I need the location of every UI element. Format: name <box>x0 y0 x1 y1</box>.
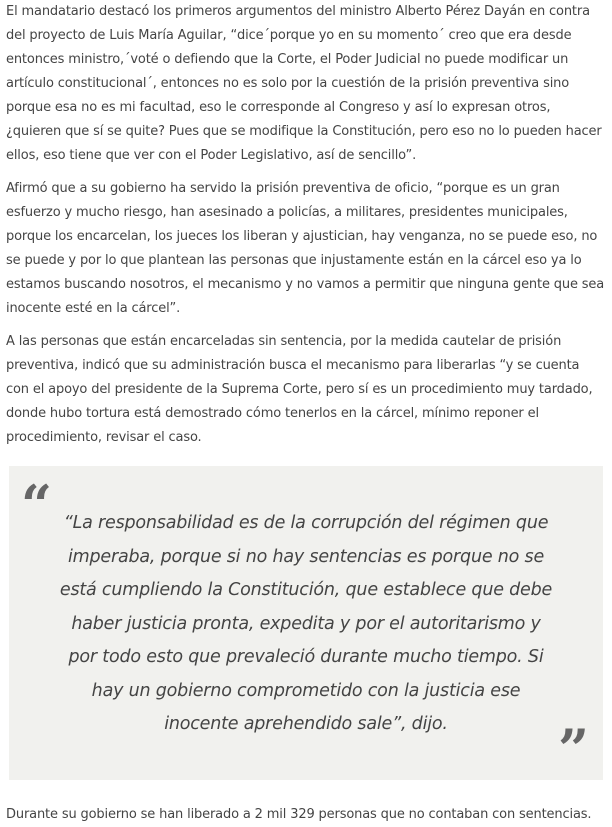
paragraph-prison-preventive: Afirmó que a su gobierno ha servido la prisión preventiva de oficio, “porque es un gran esfuerzo y mucho riesgo, han asesinado a policías, a militares, presidentes municipales, porque los encarcelan, los jueces los liberan y ajustician, hay venganza, no se puede eso, no se puede y por lo que plantean las personas que injustamente están en la cárcel eso ya lo estamos buscando nosotros, el mecanismo y no vamos a permitir que ninguna gente que sea inocente esté en la cárcel”. <box>6 181 605 316</box>
paragraph-mechanism: A las personas que están encarceladas sin sentencia, por la medida cautelar de prisión preventiva, indicó que su administración busca el mecanismo para liberarlas “y se cuenta con el apoyo del presidente de la Suprema Corte, pero sí es un procedimiento muy tardado, donde hubo tortura está demostrado cómo tenerlos en la cárcel, mínimo reponer el procedimiento, revisar el caso. <box>6 334 593 445</box>
open-quote-icon: “ <box>21 473 53 537</box>
close-quote-icon: ” <box>557 717 589 781</box>
paragraph-closing: Durante su gobierno se han liberado a 2 mil 329 personas que no contaban con sentencias. <box>6 807 592 822</box>
paragraph-pres-argument: El mandatario destacó los primeros argumentos del ministro Alberto Pérez Dayán en contra del proyecto de Luis María Aguilar, “dice´porque yo en su momento´ creo que era desde entonces ministro,´voté o defiendo que la Corte, el Poder Judicial no puede modificar un artículo constitucional´, entonces no es solo por la cuestión de la prisión preventiva sino porque esa no es mi facultad, eso le corresponde al Congreso y así lo expresan otros, ¿quieren que sí se quite? Pues que se modifique la Constitución, pero eso no lo pueden hacer ellos, eso tiene que ver con el Poder Legislativo, así de sencillo”. <box>6 4 602 163</box>
blockquote <box>9 466 603 780</box>
blockquote-text: “La responsabilidad es de la corrupción del régimen que imperaba, porque si no hay sentencias es porque no se está cumpliendo la Constitución, que establece que debe haber justicia pronta, expedita y por el autoritarismo y por todo esto que prevaleció durante mucho tiempo. Si hay un gobierno comprometido con la justicia ese inocente aprehendido sale”, dijo. <box>59 513 553 734</box>
